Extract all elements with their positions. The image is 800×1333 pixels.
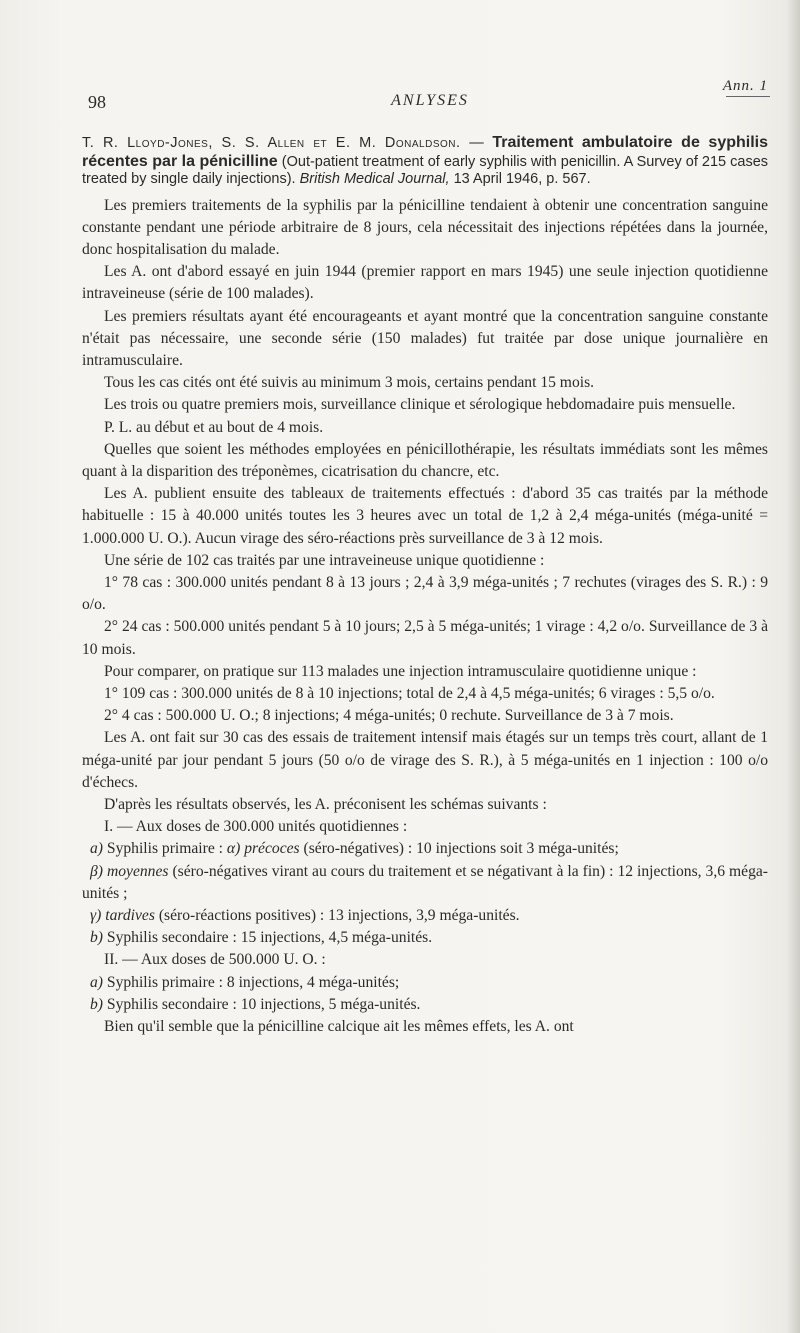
item-text: (séro-réactions positives) : 13 injections, 3,9 méga-unités. xyxy=(158,907,520,924)
list-item: 2° 24 cas : 500.000 unités pendant 5 à 10 jours; 2,5 à 5 méga-unités; 1 virage : 4,2 o/o. Surveillance de 3 à 10 mois. xyxy=(82,618,768,658)
item-marker: γ) xyxy=(90,907,102,924)
reference-journal: British Medical Journal, xyxy=(299,171,450,187)
item-marker: α) xyxy=(226,840,241,858)
item-marker: β) xyxy=(90,862,103,880)
item-marker: b) xyxy=(90,995,103,1013)
paragraph: Bien qu'il semble que la pénicilline calcique ait les mêmes effets, les A. ont xyxy=(104,1018,574,1036)
paragraph: Quelles que soient les méthodes employées en pénicillothérapie, les résultats immédiats sont les mêmes quant à la disparition des tréponèmes, cicatrisation du chancre, etc. xyxy=(82,440,768,480)
bibliographic-reference xyxy=(82,134,768,189)
reference-authors: T. R. Lloyd-Jones, S. S. Allen et E. M. Donaldson. — xyxy=(82,135,485,151)
paragraph: Les A. ont d'abord essayé en juin 1944 (premier rapport en mars 1945) une seule injection quotidienne intraveineuse (série de 100 malades). xyxy=(82,263,768,303)
paragraph: Pour comparer, on pratique sur 113 malades une injection intramusculaire quotidienne unique : xyxy=(104,662,697,680)
item-text: (séro-négatives) : 10 injections soit 3 méga-unités; xyxy=(303,840,619,858)
paragraph: D'après les résultats observés, les A. préconisent les schémas suivants : xyxy=(104,795,547,813)
schema-item xyxy=(82,905,768,927)
item-text: Syphilis primaire : xyxy=(106,840,223,858)
paragraph: Les A. publient ensuite des tableaux de traitements effectués : d'abord 35 cas traités par la méthode habituelle : 15 à 40.000 unités toutes les 3 heures avec un total de 1,2 à 2,4 méga-unités (méga-unité = 1.000.000 U. O.). Aucun virage des séro-réactions près surveillance de 3 à 12 mois. xyxy=(82,485,768,547)
item-term: précoces xyxy=(244,840,300,858)
reference-citation: 13 April 1946, p. 567. xyxy=(453,171,591,187)
page-number: 98 xyxy=(88,92,106,112)
paragraph: Les premiers traitements de la syphilis par la pénicilline tendaient à obtenir une concentration sanguine constante pendant une période arbitraire de 8 jours, cela nécessitait des injections répétées dans la journée, donc hospitalisation du malade. xyxy=(82,196,768,258)
item-text: Syphilis secondaire : 10 injections, 5 méga-unités. xyxy=(106,995,421,1013)
schema-item xyxy=(82,838,768,860)
schema-item xyxy=(82,927,768,949)
paragraph: Les premiers résultats ayant été encourageants et ayant montré que la concentration sanguine constante n'était pas nécessaire, une seconde série (150 malades) fut traitée par dose unique journalière en intramusculaire. xyxy=(82,307,768,369)
list-item: 2° 4 cas : 500.000 U. O.; 8 injections; 4 méga-unités; 0 rechute. Surveillance de 3 à 7 mois. xyxy=(104,707,674,725)
list-item: 1° 78 cas : 300.000 unités pendant 8 à 13 jours ; 2,4 à 3,9 méga-unités ; 7 rechutes (virages des S. R.) : 9 o/o. xyxy=(82,573,768,614)
item-marker: b) xyxy=(90,929,103,947)
article-body xyxy=(82,134,768,1038)
paragraph: Les A. ont fait sur 30 cas des essais de traitement intensif mais étagés sur un temps très court, allant de 1 méga-unité par jour pendant 5 jours (50 o/o de virage des S. R.), à 5 méga-unités en 1 injection : 100 o/o d'échecs. xyxy=(82,729,768,791)
schema-item xyxy=(82,972,768,994)
reference-title-en: (Out-patient treatment of early syphilis with penicillin. A Survey of 215 cases treated by single daily injections). xyxy=(82,153,769,187)
reference-title-fr: Traitement ambulatoire de syphilis récentes par la pénicilline xyxy=(82,134,768,170)
list-item: 1° 109 cas : 300.000 unités de 8 à 10 injections; total de 2,4 à 4,5 méga-unités; 6 virages : 5,5 o/o. xyxy=(104,684,715,702)
section-title: ANLYSES xyxy=(391,92,469,109)
paragraph: P. L. au début et au bout de 4 mois. xyxy=(104,418,324,436)
schema-heading: I. — Aux doses de 300.000 unités quotidiennes : xyxy=(104,818,408,836)
section-header xyxy=(0,92,800,110)
schema-heading: II. — Aux doses de 500.000 U. O. : xyxy=(104,951,326,969)
paragraph: Tous les cas cités ont été suivis au minimum 3 mois, certains pendant 15 mois. xyxy=(104,374,595,392)
item-marker: a) xyxy=(90,840,103,858)
paragraph: Une série de 102 cas traités par une intraveineuse unique quotidienne : xyxy=(104,551,545,569)
schema-item xyxy=(82,994,768,1016)
page-edge-shadow xyxy=(786,0,800,1333)
item-text: (séro-négatives virant au cours du traitement et se négativant à la fin) : 12 injections, 3,6 méga-unités ; xyxy=(82,862,769,902)
item-marker: a) xyxy=(90,973,103,991)
paragraph: Les trois ou quatre premiers mois, surveillance clinique et sérologique hebdomadaire puis mensuelle. xyxy=(104,396,736,414)
item-term: moyennes xyxy=(106,862,169,880)
schema-item xyxy=(82,861,768,905)
running-head: Ann. 1 xyxy=(722,78,768,94)
item-text: Syphilis primaire : 8 injections, 4 méga-unités; xyxy=(106,973,400,991)
item-term: tardives xyxy=(105,907,155,924)
item-text: Syphilis secondaire : 15 injections, 4,5 méga-unités. xyxy=(106,929,433,947)
